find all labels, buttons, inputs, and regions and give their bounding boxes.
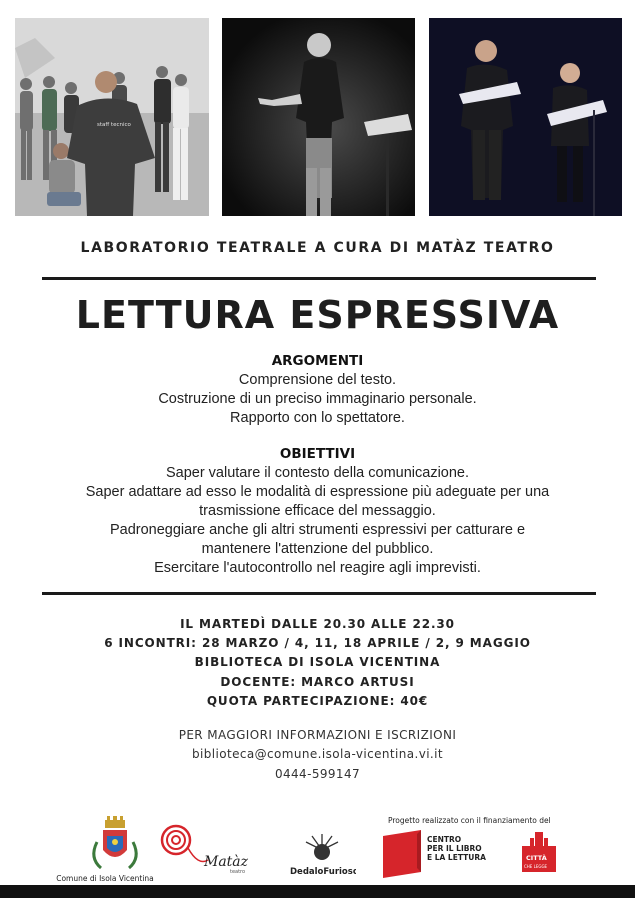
obiettivi-line: trasmissione efficace del messaggio. [199, 503, 436, 519]
sponsor-logos [0, 808, 635, 888]
mataz-subtext: teatro [230, 869, 246, 875]
obiettivi-heading: OBIETTIVI [279, 446, 356, 462]
teacher-gesturing-photo [222, 18, 415, 216]
obiettivi-line: mantenere l'attenzione del pubblico. [201, 541, 434, 557]
subtitle: LABORATORIO TEATRALE A CURA DI MATÀZ TEATRO [80, 240, 555, 256]
location-text: BIBLIOTECA DI ISOLA VICENTINA [194, 655, 441, 670]
dates-text: 6 INCONTRI: 28 MARZO / 4, 11, 18 APRILE / 2, 9 MAGGIO [104, 636, 531, 651]
citta-che-legge-logo [518, 828, 560, 878]
funding-caption: Progetto realizzato con il finanziamento del [388, 816, 551, 825]
contact-heading: PER MAGGIORI INFORMAZIONI E ISCRIZIONI [178, 728, 457, 742]
comune-logo [56, 814, 160, 884]
teacher-text: DOCENTE: MARCO ARTUSI [220, 674, 415, 689]
workshop-group-photo [15, 18, 209, 216]
photo-strip [15, 18, 622, 216]
argomenti-line: Costruzione di un preciso immaginario personale. [158, 391, 477, 407]
mataz-teatro-logo [158, 816, 268, 876]
obiettivi-section [30, 445, 605, 578]
cepell-line: E LA LETTURA [427, 853, 486, 862]
argomenti-heading: ARGOMENTI [271, 353, 364, 369]
page-title: LETTURA ESPRESSIVA [75, 293, 560, 337]
top-divider [42, 277, 596, 280]
two-readers-on-stage-photo [429, 18, 622, 216]
dedalo-furioso-logo [288, 822, 356, 878]
shirt-text: staff tecnico [97, 122, 131, 128]
obiettivi-line: Esercitare l'autocontrollo nel reagire agli imprevisti. [154, 560, 481, 576]
email-link[interactable]: biblioteca@comune.isola-vicentina.vi.it [191, 747, 443, 762]
schedule-text: IL MARTEDÌ DALLE 20.30 ALLE 22.30 [180, 617, 455, 631]
fee-text: QUOTA PARTECIPAZIONE: 40€ [206, 693, 429, 708]
phone-number[interactable]: 0444-599147 [274, 766, 361, 781]
cepell-line: PER IL LIBRO [427, 844, 482, 853]
obiettivi-line: Padroneggiare anche gli altri strumenti espressivi per catturare e [109, 522, 526, 538]
argomenti-line: Rapporto con lo spettatore. [230, 410, 405, 426]
argomenti-section [30, 352, 605, 428]
bottom-bar [0, 885, 635, 898]
comune-caption: Comune di Isola Vicentina [56, 874, 154, 883]
argomenti-line: Comprensione del testo. [238, 372, 397, 388]
citta-subtext: CHE LEGGE [524, 864, 548, 869]
citta-wordmark: CITTÀ [526, 854, 547, 862]
mataz-wordmark: Matàz [204, 854, 249, 870]
cepell-line: CENTRO [427, 835, 462, 844]
dedalo-wordmark: DedaloFurioso [290, 867, 356, 877]
obiettivi-line: Saper adattare ad esso le modalità di espressione più adeguate per una [85, 484, 550, 500]
course-info [0, 615, 635, 711]
cepell-logo [383, 830, 493, 878]
contact-info [0, 726, 635, 784]
bottom-divider [42, 592, 596, 595]
obiettivi-line: Saper valutare il contesto della comunicazione. [165, 465, 470, 481]
